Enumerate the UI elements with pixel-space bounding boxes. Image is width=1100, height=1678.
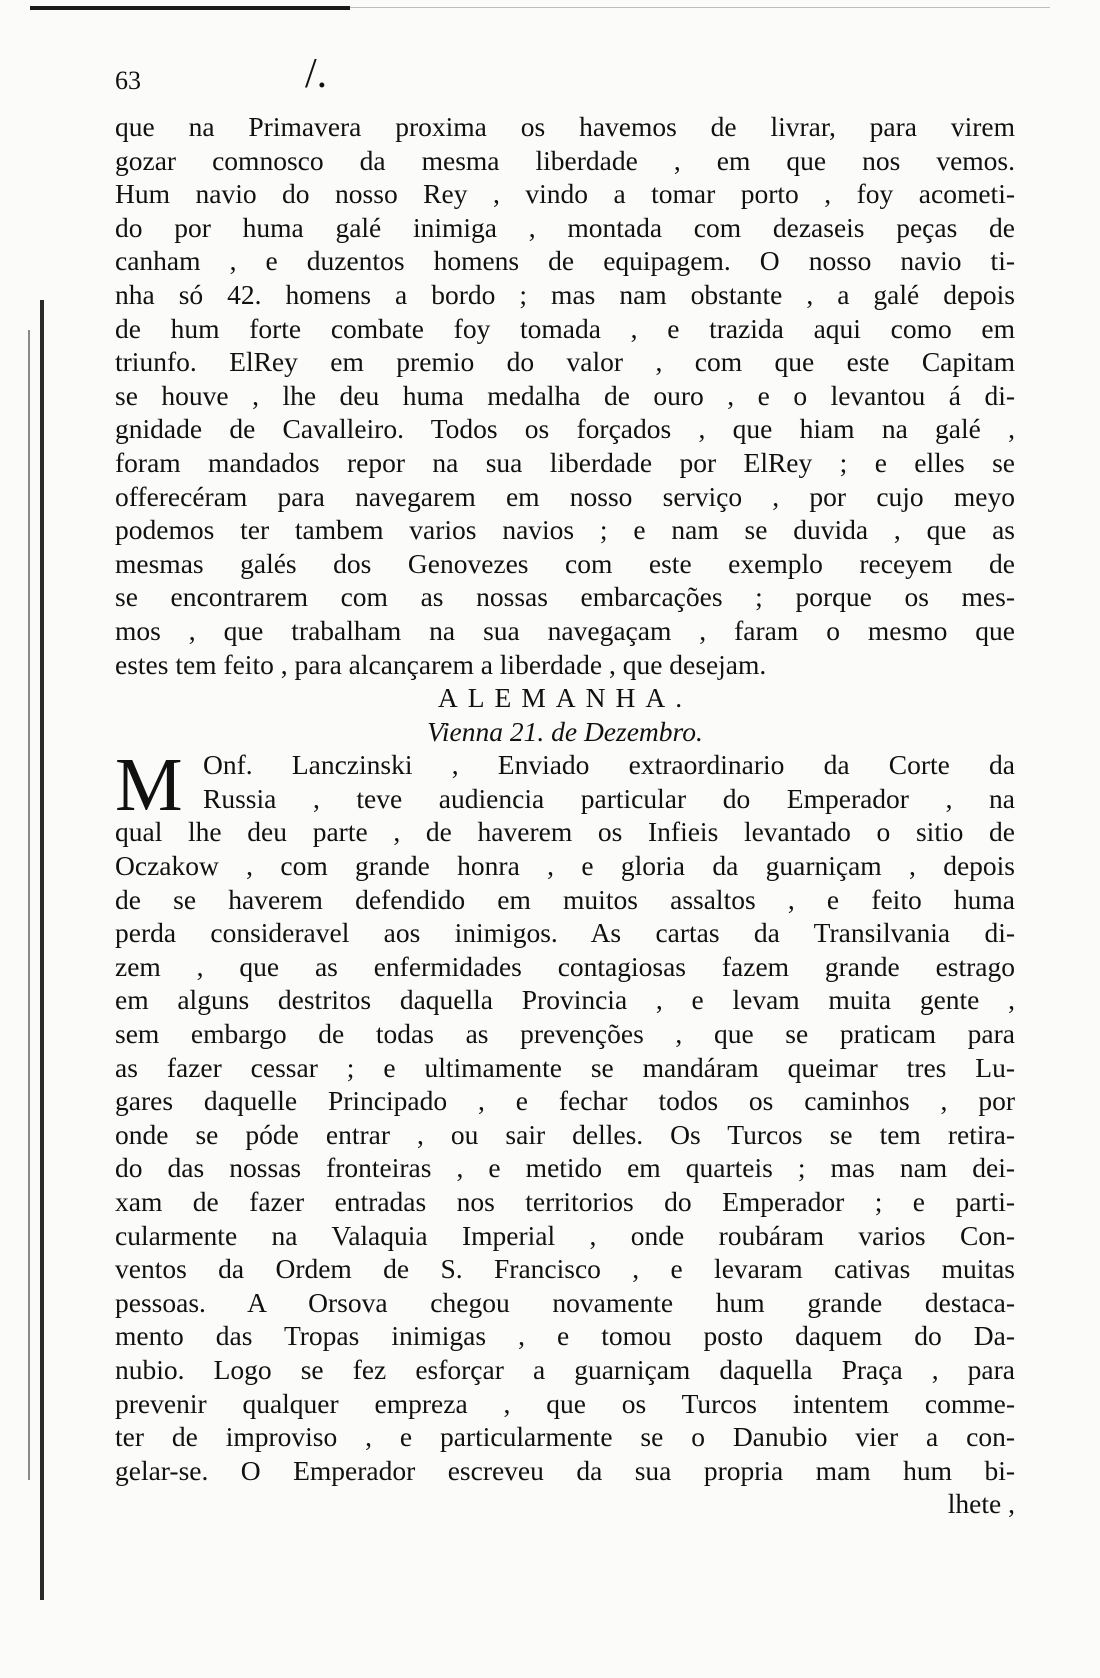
text-line: cularmente na Valaquia Imperial , onde roubáram varios Con- (115, 1219, 1015, 1251)
text-line: triunfo. ElRey em premio do valor , com que este Capitam (115, 346, 1015, 378)
text-line: foram mandados repor na sua liberdade por ElRey ; e elles se (115, 446, 1015, 478)
body-text (115, 110, 1015, 1521)
binding-edge-rule (40, 300, 44, 1600)
text-line: canham , e duzentos homens de equipagem. O nosso navio ti- (115, 245, 1015, 277)
text-line: sem embargo de todas as prevenções , que se praticam para (115, 1018, 1015, 1050)
text-line: de hum forte combate foy tomada , e trazida aqui como em (115, 312, 1015, 344)
text-line: ter de improviso , e particularmente se o Danubio vier a con- (115, 1421, 1015, 1453)
text-line: Onf. Lanczinski , Enviado extraordinario da Corte da (203, 749, 1015, 781)
text-line: de se haverem defendido em muitos assaltos , e feito huma (115, 883, 1015, 915)
text-line: mos , que trabalham na sua navegaçam , faram o mesmo que (115, 614, 1015, 646)
text-line: gnidade de Cavalleiro. Todos os forçados , que hiam na galé , (115, 413, 1015, 445)
text-line: em alguns destritos daquella Provincia , e levam muita gente , (115, 984, 1015, 1016)
text-line: mento das Tropas inimigas , e tomou posto daquem do Da- (115, 1320, 1015, 1352)
paragraph-2 (115, 743, 1015, 1521)
text-line: gozar comnosco da mesma liberdade , em que nos vemos. (115, 144, 1015, 176)
binding-edge-shadow (28, 330, 30, 1480)
text-line: xam de fazer entradas nos territorios do Emperador ; e parti- (115, 1186, 1015, 1217)
text-line: nha só 42. homens a bordo ; mas nam obstante , a galé depois (115, 278, 1015, 310)
text-line: do das nossas fronteiras , e metido em quarteis ; mas nam dei- (115, 1152, 1015, 1184)
text-line: gelar-se. O Emperador escreveu da sua propria mam hum bi- (115, 1454, 1015, 1486)
text-line: perda consideravel aos inimigos. As cartas da Transilvania di- (115, 917, 1015, 949)
drop-cap: M (115, 743, 183, 828)
top-border-faint-rule (350, 7, 1050, 8)
text-line: zem , que as enfermidades contagiosas fazem grande estrago (115, 950, 1015, 982)
section-heading: ALEMANHA. (437, 682, 693, 714)
text-line: se houve , lhe deu huma medalha de ouro , e o levantou á di- (115, 379, 1015, 411)
text-line: se encontrarem com as nossas embarcações ; porque os mes- (115, 581, 1015, 613)
dateline: Vienna 21. de Dezembro. (427, 715, 703, 747)
text-line: mesmas galés dos Genovezes com este exemplo receyem de (115, 547, 1015, 579)
text-line: do por huma galé inimiga , montada com dezaseis peças de (115, 211, 1015, 243)
text-line: Russia , teve audiencia particular do Emperador , na (203, 782, 1015, 814)
text-line: onde se póde entrar , ou sair delles. Os Turcos se tem retira- (115, 1118, 1015, 1150)
text-line: ventos da Ordem de S. Francisco , e levaram cativas muitas (115, 1253, 1015, 1285)
text-line: Oczakow , com grande honra , e gloria da guarniçam , depois (115, 850, 1015, 882)
text-line: prevenir qualquer empreza , que os Turcos intentem comme- (115, 1387, 1015, 1419)
text-line: estes tem feito , para alcançarem a liberdade , que desejam. (115, 648, 767, 680)
text-line: que na Primavera proxima os havemos de livrar, para virem (115, 111, 1015, 142)
text-line: offerecéram para navegarem em nosso serviço , por cujo meyo (115, 480, 1015, 512)
text-line: qual lhe deu parte , de haverem os Infieis levantado o sitio de (115, 816, 1015, 848)
top-border-rule (30, 6, 350, 10)
text-line: pessoas. A Orsova chegou novamente hum grande destaca- (115, 1286, 1015, 1318)
text-line: nubio. Logo se fez esforçar a guarniçam daquella Praça , para (115, 1353, 1015, 1385)
text-line: gares daquelle Principado , e fechar todos os caminhos , por (115, 1085, 1015, 1117)
text-line: as fazer cessar ; e ultimamente se mandáram queimar tres Lu- (115, 1051, 1015, 1083)
text-line: podemos ter tambem varios navios ; e nam se duvida , que as (115, 514, 1015, 546)
handwritten-page-mark: /. (305, 51, 328, 97)
catchword: lhete , (947, 1488, 1015, 1520)
paragraph-1 (115, 110, 1015, 681)
text-line: Hum navio do nosso Rey , vindo a tomar porto , foy acometi- (115, 178, 1015, 210)
page-number: 63 (115, 66, 141, 95)
